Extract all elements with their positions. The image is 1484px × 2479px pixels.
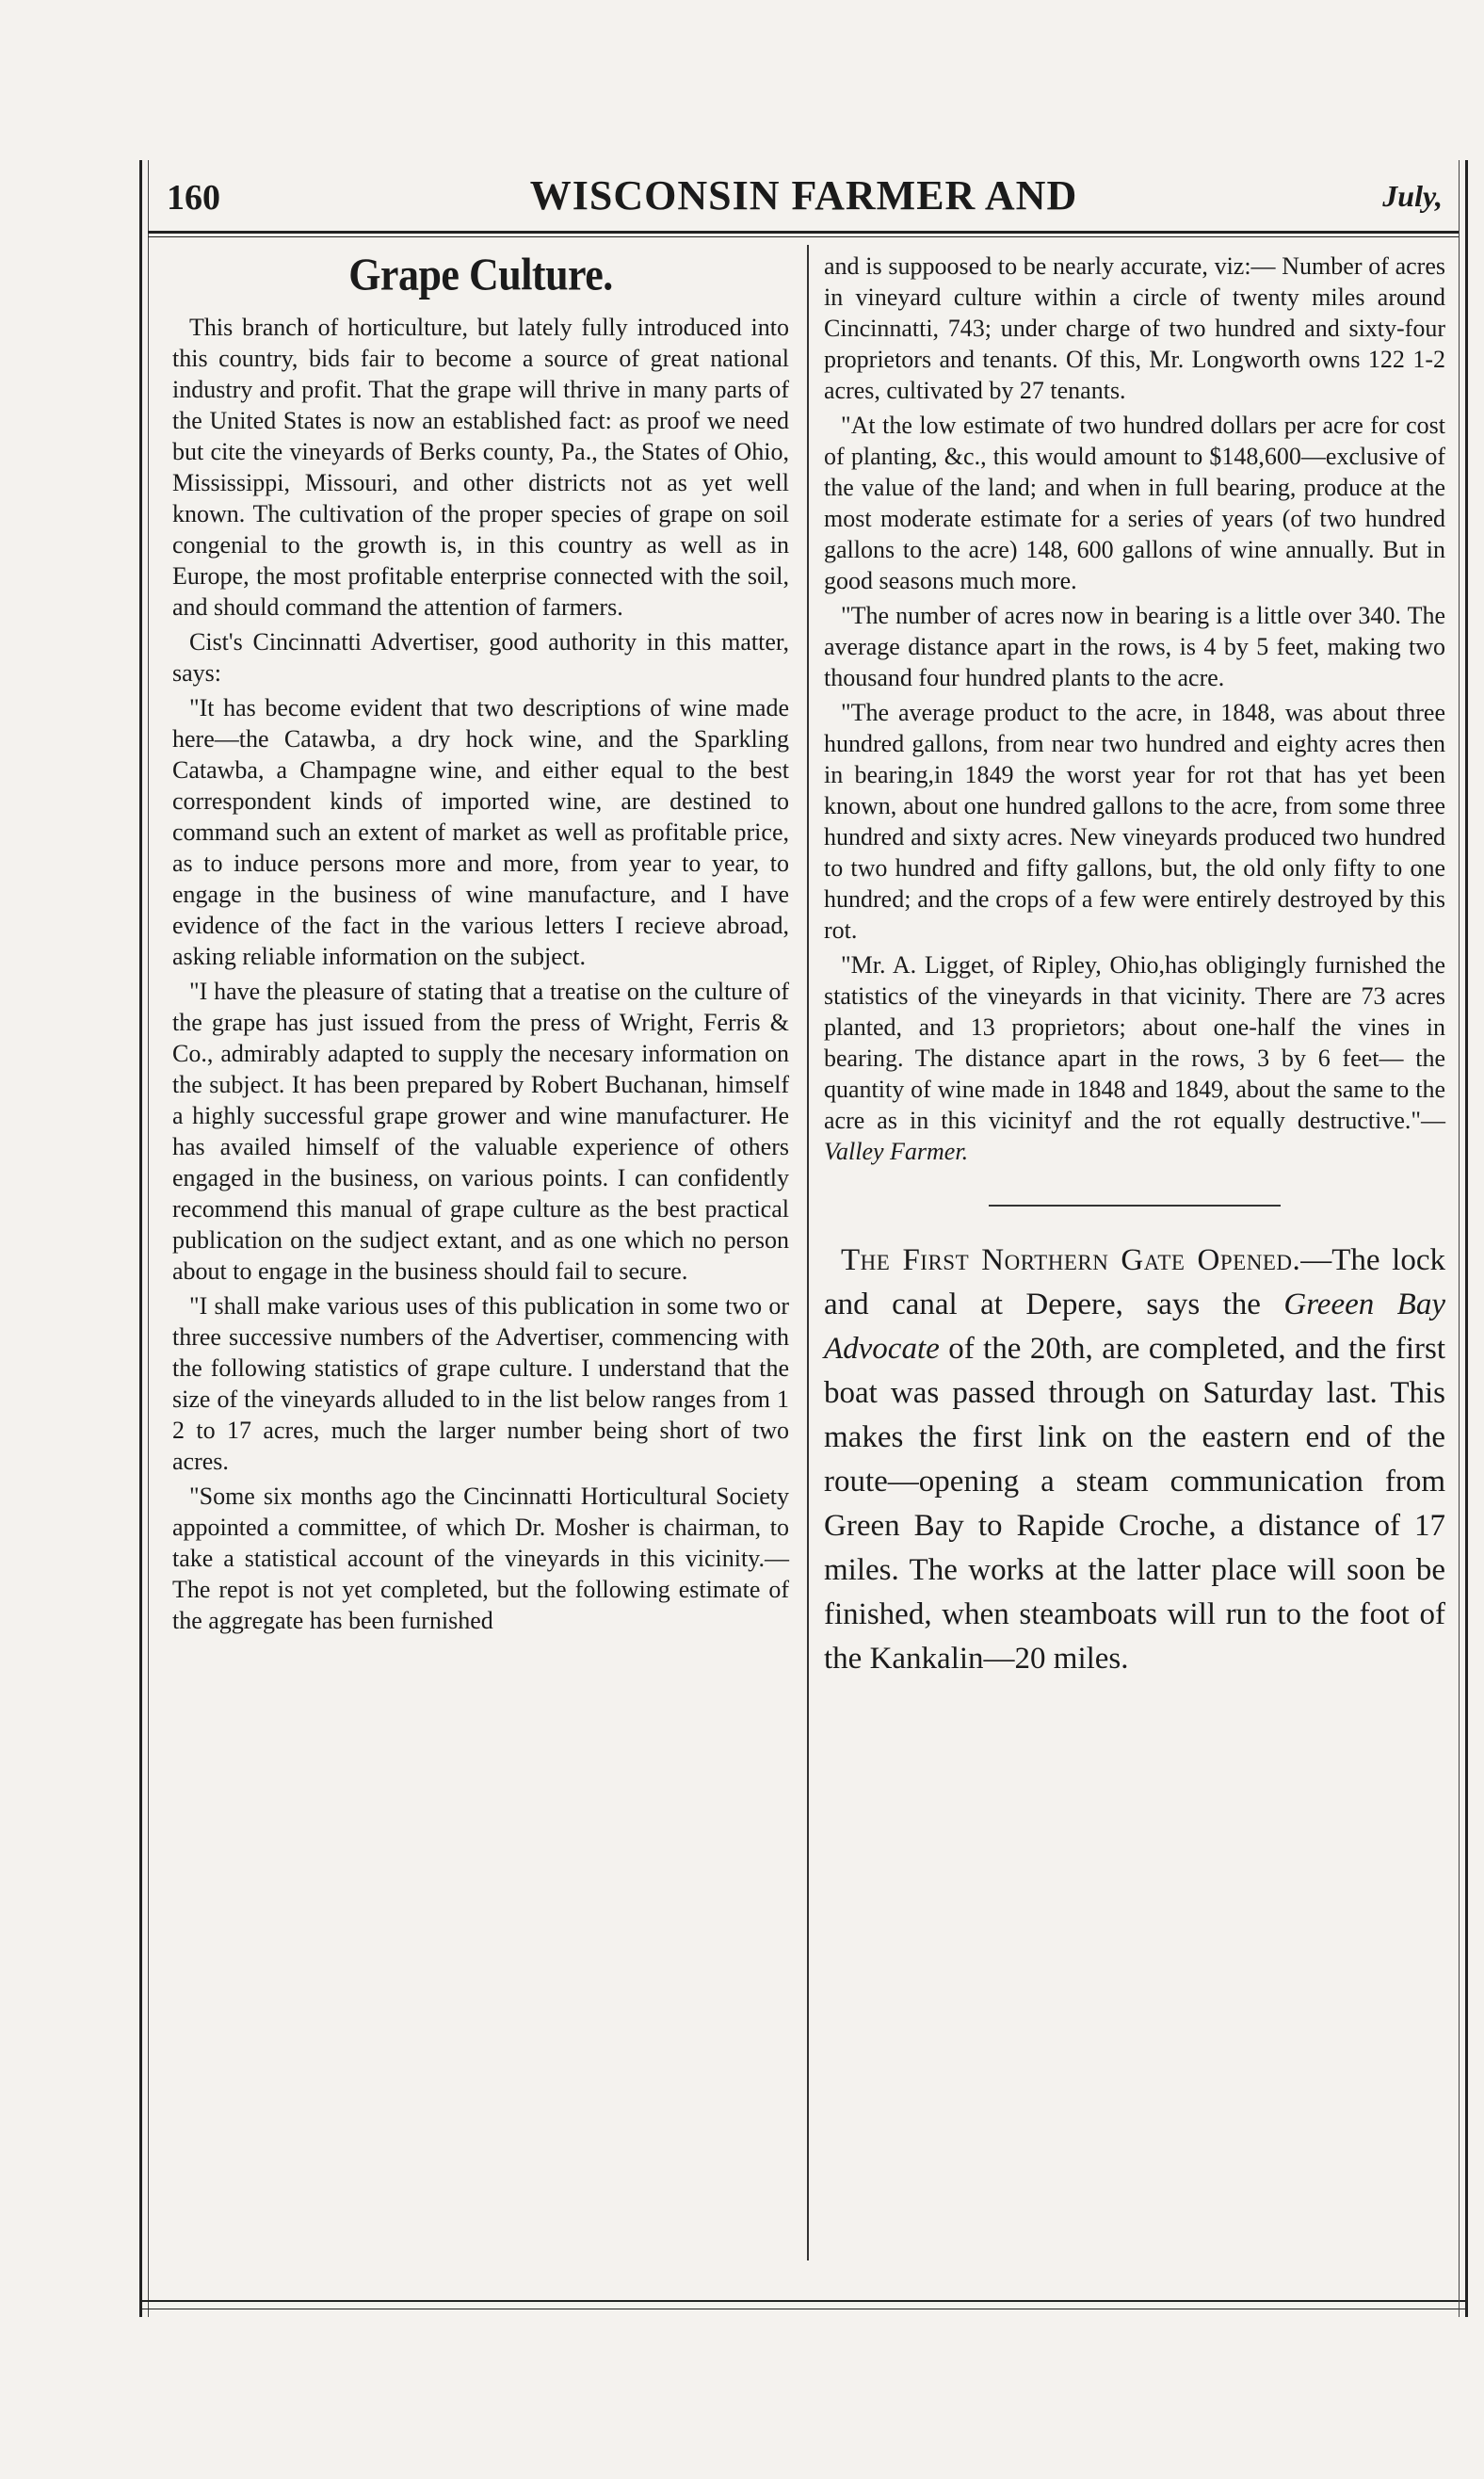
source-credit: Valley Farmer. — [824, 1138, 969, 1165]
article-title-grape-culture: Grape Culture. — [348, 249, 613, 300]
article-paragraph: This branch of horticulture, but lately fully introduced into this country, bids fair to become a source of great national industry and profit. That the grape will thrive in many parts of the United States is now an established fact: as proof we need but cite the vineyards of Berks county, Pa., the States of Ohio, Mississippi, Missouri, and other districts not as yet well known. The cultivation of the proper species of grape on soil congenial to the growth is, in this country as well as in Europe, the most profitable enterprise connected with the soil, and should command the attention of farmers. — [172, 314, 789, 621]
journal-title: WISCONSIN FARMER AND — [529, 172, 1078, 219]
article-paragraph: "It has become evident that two descriptions of wine made here—the Catawba, a dry hock wine, and the Sparkling Catawba, a Champagne wine, and either equal to the best correspondent kinds of imported wine, are destined to command such an extent of market as well as profitable price, as to induce persons more and more, from year to year, to engage in the business of wine manufacture, and I have evidence of the fact in the various letters I recieve abroad, asking reliable information on the subject. — [172, 694, 789, 970]
newspaper-page — [139, 160, 1468, 2317]
article-paragraph: "I shall make various uses of this publication in some two or three successive numbers of the Advertiser, commencing with the following statistics of grape culture. I understand that the size of the vineyards alluded to in the list below ranges from 1 2 to 17 acres, much the larger number being short of two acres. — [172, 1292, 789, 1475]
footer-rule — [142, 2300, 1465, 2302]
article-paragraph: "Some six months ago the Cincinnatti Horticultural Society appointed a committee, of which Dr. Mosher is chairman, to take a statistical account of the vineyards in this vicinity.— The repot is not yet completed, but the following estimate of the aggregate has been furnished — [172, 1483, 789, 1634]
article-paragraph: "I have the pleasure of stating that a treatise on the culture of the grape has just issued from the press of Wright, Ferris & Co., admirably adapted to supply the necesary information on the subject. It has been prepared by Robert Buchanan, himself a highly successful grape grower and wine manufacturer. He has availed himself of the valuable experience of others engaged in the business, on various points. I can confidently recommend this manual of grape culture as the best practical publication on the sudject extant, and as one which no person about to engage in the business should fail to secure. — [172, 978, 789, 1285]
page-number: 160 — [167, 178, 220, 218]
article-paragraph: Cist's Cincinnatti Advertiser, good authority in this matter, says: — [172, 628, 789, 687]
article-paragraph: "The average product to the acre, in 1848, was about three hundred gallons, from near two hundred and eighty acres then in bearing,in 1849 the worst year for rot that has yet been known, about one hundred gallons to the acre, from some three hundred and sixty acres. New vineyards produced two hundred to two hundred and fifty gallons, but, the old only fifty to one hundred; and the crops of a few were entirely destroyed by this rot. — [824, 699, 1445, 944]
gate-publication: Greeen Bay Advocate — [824, 1288, 1445, 1366]
gate-text-2: of the 20th, are completed, and the first boat was passed through on Saturday last. This makes the first link on the eastern end of the route—opening a steam communication from Green Bay to Rapide Croche, a distance of 17 miles. The works at the latter place will soon be finished, when steamboats will run to the foot of the Kankalin—20 miles. — [824, 1332, 1445, 1676]
page-header — [142, 171, 1465, 228]
issue-month: July, — [1382, 179, 1443, 213]
gate-text-1: —The lock and canal at Depere, says the — [824, 1243, 1445, 1321]
right-column — [824, 251, 1445, 1681]
article-first-northern-gate — [824, 1239, 1445, 1681]
gate-heading: The First Northern Gate Opened. — [841, 1243, 1301, 1277]
article-separator — [989, 1205, 1281, 1207]
header-rule-thin — [148, 236, 1460, 237]
article-paragraph: and is suppoosed to be nearly accurate, viz:— Number of acres in vineyard culture within a circle of twenty miles around Cincinnatti, 743; under charge of two hundred and sixty-four proprietors and tenants. Of this, Mr. Longworth owns 122 1-2 acres, cultivated by 27 tenants. — [824, 252, 1445, 404]
header-rule — [148, 231, 1460, 234]
column-divider — [807, 245, 809, 2260]
article-paragraph-final — [824, 949, 1445, 1167]
gate-paragraph — [824, 1239, 1445, 1681]
left-column — [172, 251, 789, 1636]
article-paragraph: "At the low estimate of two hundred dollars per acre for cost of planting, &c., this would amount to $148,600—exclusive of the value of the land; and when in full bearing, produce at the most moderate estimate for a series of years (of two hundred gallons to the acre) 148, 600 gallons of wine annually. But in good seasons much more. — [824, 412, 1445, 594]
article-paragraph: "The number of acres now in bearing is a little over 340. The average distance apart in the rows, is 4 by 5 feet, making two thousand four hundred plants to the acre. — [824, 602, 1445, 691]
article-paragraph-text: "Mr. A. Ligget, of Ripley, Ohio,has obligingly furnished the statistics of the vineyards in that vicinity. There are 73 acres planted, and 13 proprietors; about one-half the vines in bearing. The distance apart in the rows, 3 by 6 feet— the quantity of wine made in 1848 and 1849, about the same to the acre as in this vicinityf and the rot equally destructive."— — [824, 951, 1445, 1134]
